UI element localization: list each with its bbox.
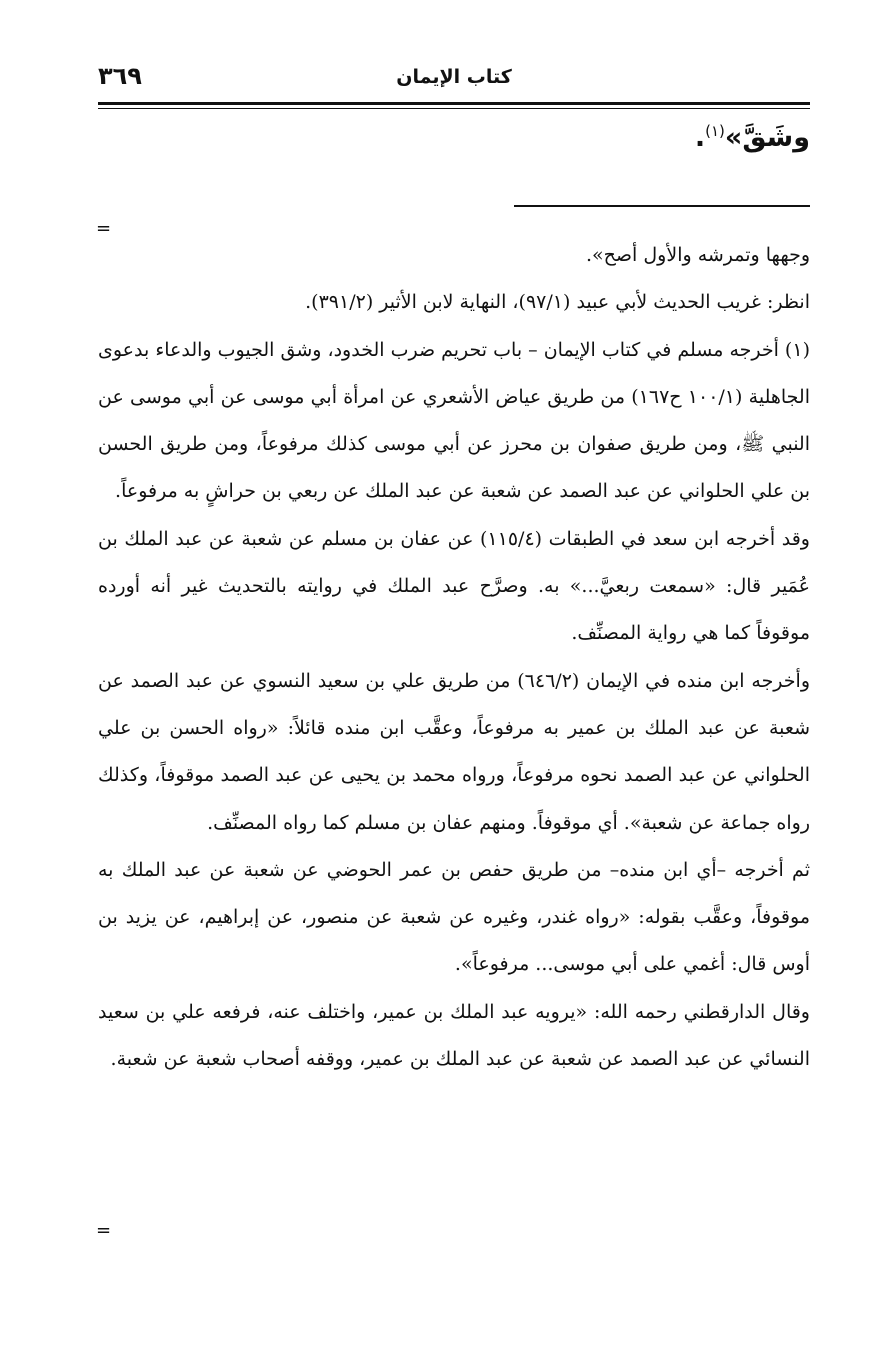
footnote-paragraph: وجهها وتمرشه والأول أصح». — [586, 244, 810, 266]
footnotes — [98, 232, 810, 1083]
footnote-paragraph: ثم أخرجه –أي ابن منده– من طريق حفص بن عمر الحوضي عن شعبة عن عبد الملك به موقوفاً، وعقَّب بقوله: «رواه غندر، وغيره عن شعبة عن منصور، عن إبراهيم، عن يزيد بن أوس قال: أغمي على أبي موسى... مرفوعاً». — [98, 858, 810, 976]
footnote-paragraph: وقد أخرجه ابن سعد في الطبقات (١١٥/٤) عن عفان بن مسلم عن شعبة عن عبد الملك بن عُمَير قال: «سمعت ربعيَّ...» به. وصرَّح عبد الملك في روايته بالتحديث غير أنه أورده موقوفاً كما هي رواية المصنِّف. — [98, 527, 810, 645]
footnote-paragraph: وأخرجه ابن منده في الإيمان (٦٤٦/٢) من طريق علي بن سعيد النسوي عن عبد الصمد عن شعبة عن عبد الملك بن عمير به مرفوعاً، وعقَّب ابن منده قائلاً: «رواه الحسن بن علي الحلواني عن عبد الصمد نحوه مرفوعاً، ورواه محمد بن يحيى عن عبد الصمد موقوفاً، وكذلك رواه جماعة عن شعبة». أي موقوفاً. ومنهم عفان بن مسلم كما رواه المصنِّف. — [98, 669, 810, 834]
main-text-end: . — [694, 122, 706, 153]
footnote-separator — [514, 205, 810, 207]
header-rule — [98, 102, 810, 105]
continuation-mark-bottom: = — [96, 1220, 112, 1241]
footnote-paragraph: وقال الدارقطني رحمه الله: «يرويه عبد الملك بن عمير، واختلف عنه، فرفعه علي بن سعيد النسائي عن عبد الصمد عن شعبة عن عبد الملك بن عمير، ووقفه أصحاب شعبة عن شعبة. — [98, 1000, 810, 1071]
continuation-mark-top: = — [96, 218, 112, 239]
running-title: كتاب الإيمان — [396, 66, 512, 88]
page-number: ٣٦٩ — [98, 62, 142, 90]
footnote-paragraph: (١) أخرجه مسلم في كتاب الإيمان – باب تحريم ضرب الخدود، وشق الجيوب والدعاء بدعوى الجاهلية (١٠٠/١ ح١٦٧) من طريق عياض الأشعري عن امرأة أبي موسى عن أبي موسى عن النبي ﷺ، ومن طريق صفوان بن محرز عن أبي موسى كذلك مرفوعاً، ومن طريق الحسن بن علي الحلواني عن عبد الصمد عن شعبة عن عبد الملك عن ربعي بن حراشٍ به مرفوعاً. — [98, 338, 810, 503]
footnote-paragraph: انظر: غريب الحديث لأبي عبيد (٩٧/١)، النهاية لابن الأثير (٣٩١/٢). — [305, 291, 810, 314]
main-text — [695, 122, 810, 153]
page-header — [98, 62, 810, 102]
header-rule-thin — [98, 108, 810, 109]
main-text-word: وشَقَّ» — [724, 122, 810, 153]
footnote-reference: (١) — [705, 122, 725, 140]
